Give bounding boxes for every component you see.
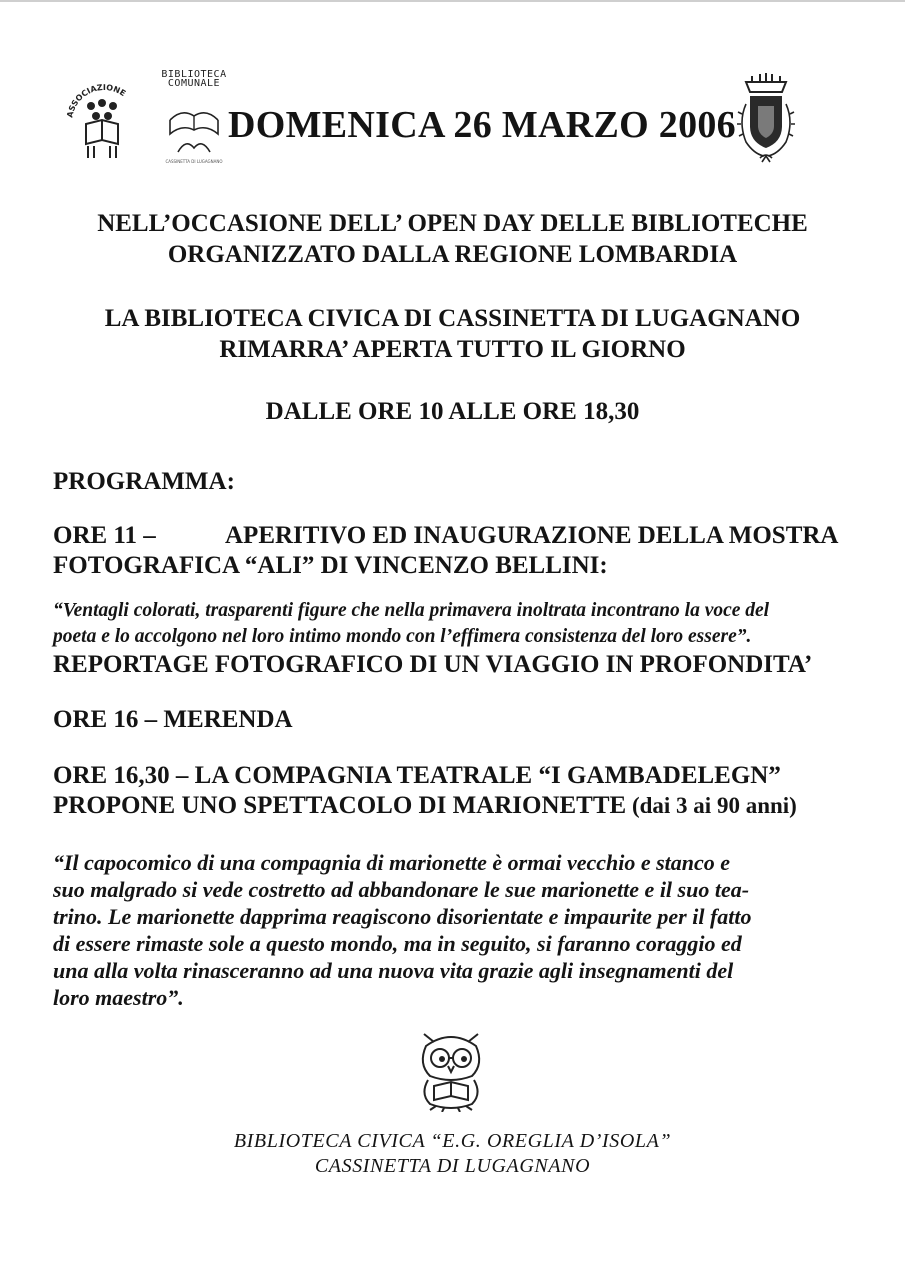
program-item-3-quote-line-4: di essere rimaste sole a questo mondo, ma in seguito, si faranno coraggio ed (53, 931, 742, 956)
program-item-3-quote-line-6: loro maestro”. (53, 985, 184, 1010)
program-item-3-age-range: (dai 3 ai 90 anni) (626, 793, 797, 818)
program-item-3-line-2-main: PROPONE UNO SPETTACOLO DI MARIONETTE (53, 792, 627, 819)
library-logo-small-text: CASSINETTA DI LUGAGNANO (165, 159, 223, 164)
program-item-3-quote-line-3: trino. Le marionette dapprima reagiscono disorientate e impaurite per il fatto (53, 904, 752, 929)
library-logo (160, 70, 228, 166)
scan-edge (0, 0, 905, 2)
association-logo (58, 72, 150, 160)
intro-line-2: ORGANIZZATO DALLA REGIONE LOMBARDIA (167, 241, 738, 268)
program-item-3-line-2 (53, 792, 797, 820)
intro-line-3: LA BIBLIOTECA CIVICA DI CASSINETTA DI LUGAGNANO (104, 305, 801, 332)
opening-hours: DALLE ORE 10 ALLE ORE 18,30 (265, 398, 640, 425)
program-heading: PROGRAMMA: (53, 468, 235, 495)
library-logo-line1: BIBLIOTECA (161, 69, 227, 80)
program-item-2: ORE 16 – MERENDA (53, 706, 293, 733)
program-item-3-quote-line-5: una alla volta rinasceranno ad una nuova vita grazie agli insegnamenti del (53, 958, 734, 983)
program-item-3-line-1: ORE 16,30 – LA COMPAGNIA TEATRALE “I GAMBADELEGN” (53, 762, 781, 789)
program-item-3-quote-line-2: suo malgrado si vede costretto ad abbandonare le sue marionette e il suo tea- (53, 877, 750, 902)
program-item-1-line-3: REPORTAGE FOTOGRAFICO DI UN VIAGGIO IN PROFONDITA’ (53, 651, 813, 678)
footer-line-1: BIBLIOTECA CIVICA “E.G. OREGLIA D’ISOLA” (233, 1130, 672, 1152)
coat-of-arms-icon (730, 70, 802, 166)
program-item-1-quote-line-2: poeta e lo accolgono nel loro intimo mondo con l’effimera consistenza del loro essere”. (53, 626, 752, 647)
association-arc-text: ASSOCIAZIONE (65, 82, 128, 119)
library-logo-line2: COMUNALE (167, 78, 221, 89)
program-item-1-time: ORE 11 – (53, 522, 156, 549)
intro-line-1: NELL’OCCASIONE DELL’ OPEN DAY DELLE BIBLIOTECHE (97, 210, 808, 237)
owl-reading-icon (410, 1024, 492, 1112)
footer-line-2: CASSINETTA DI LUGAGNANO (314, 1155, 591, 1177)
library-logo-book-icon (164, 90, 224, 158)
intro-line-4: RIMARRA’ APERTA TUTTO IL GIORNO (219, 336, 686, 363)
program-item-1-line-2: FOTOGRAFICA “ALI” DI VINCENZO BELLINI: (53, 552, 608, 579)
program-item-3-quote-line-1: “Il capocomico di una compagnia di marionette è ormai vecchio e stanco e (53, 850, 731, 875)
date-title: DOMENICA 26 MARZO 2006 (228, 104, 736, 146)
program-item-1-quote-line-1: “Ventagli colorati, trasparenti figure che nella primavera inoltrata incontrano la voce del (53, 600, 770, 621)
program-item-1-line-1: APERITIVO ED INAUGURAZIONE DELLA MOSTRA (225, 522, 839, 549)
